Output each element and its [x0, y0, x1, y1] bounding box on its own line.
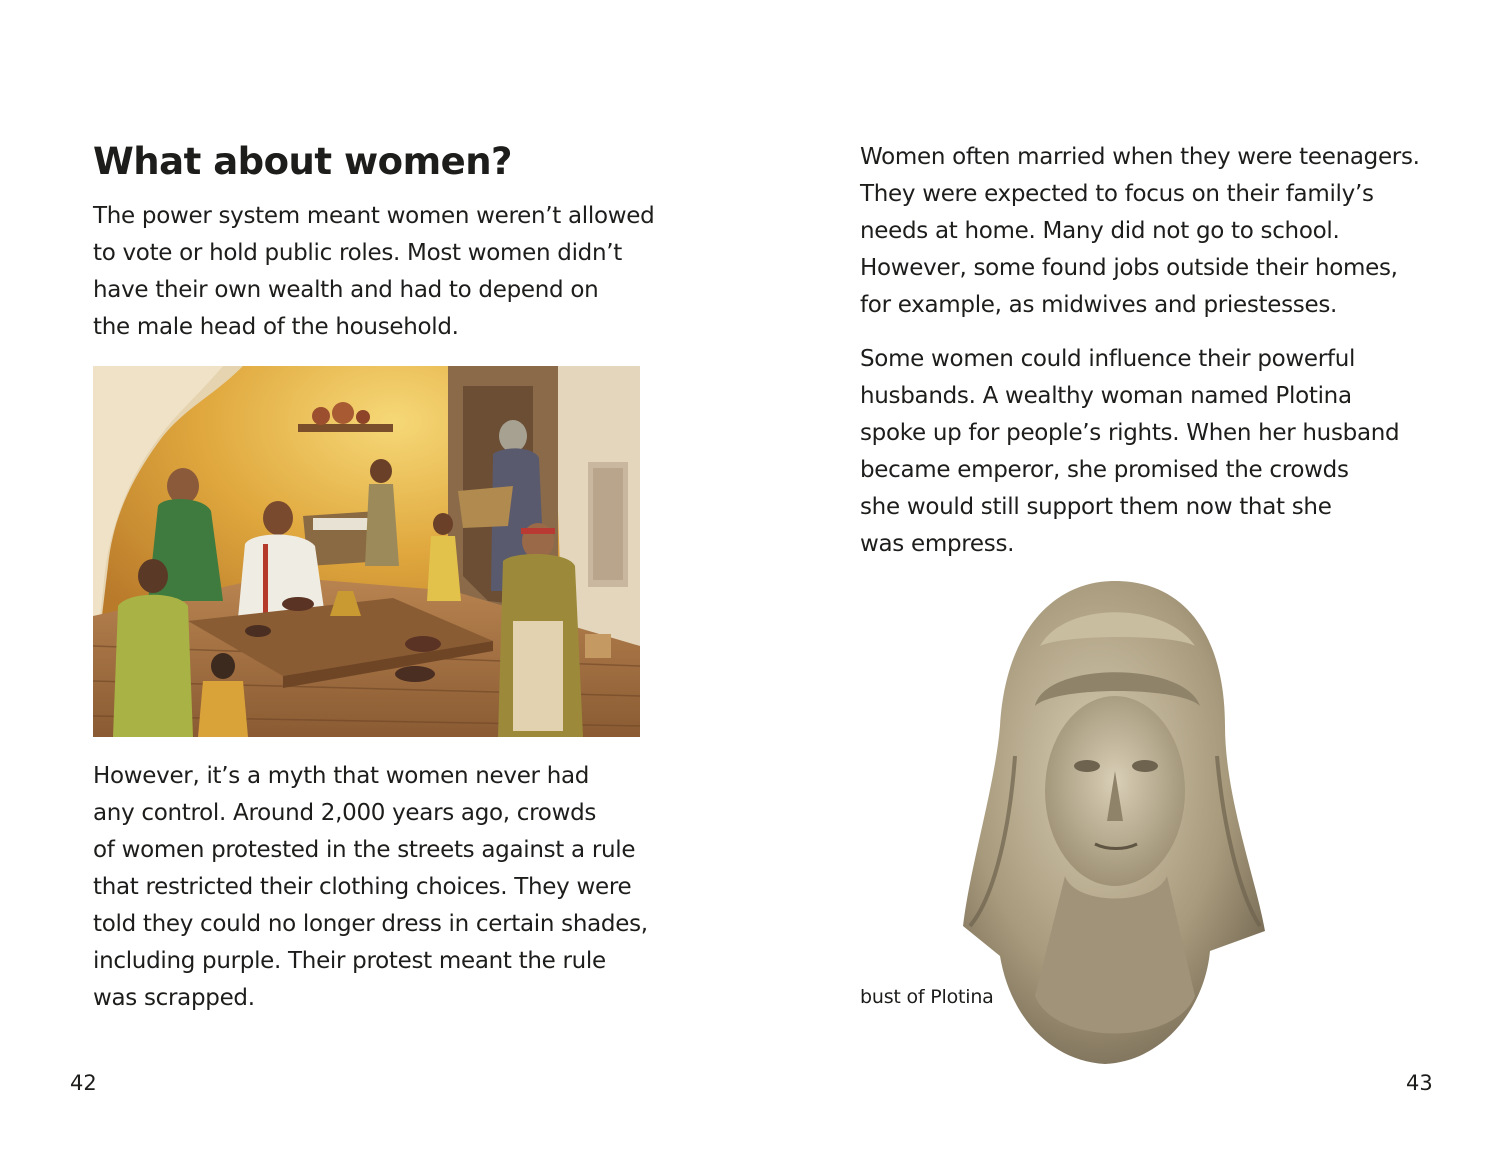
text-line: was scrapped. — [93, 985, 255, 1011]
text-line: have their own wealth and had to depend on — [93, 277, 599, 303]
text-line: for example, as midwives and priestesses. — [860, 292, 1338, 318]
text-line: told they could no longer dress in certain shades, — [93, 911, 648, 937]
plotina-bust-image — [955, 576, 1275, 1066]
text-line: husbands. A wealthy woman named Plotina — [860, 383, 1352, 409]
text-line: was empress. — [860, 531, 1015, 557]
text-line: They were expected to focus on their family’s — [860, 181, 1374, 207]
bust-caption: bust of Plotina — [860, 986, 994, 1008]
right-paragraph-1 — [860, 139, 1420, 324]
text-line: the male head of the household. — [93, 314, 459, 340]
bust-illustration — [955, 576, 1275, 1066]
text-line: became emperor, she promised the crowds — [860, 457, 1349, 483]
text-line: to vote or hold public roles. Most women didn’t — [93, 240, 622, 266]
right-paragraph-2 — [860, 341, 1399, 563]
page-heading: What about women? — [93, 140, 513, 183]
text-line: The power system meant women weren’t allowed — [93, 203, 655, 229]
text-line: any control. Around 2,000 years ago, crowds — [93, 800, 597, 826]
roman-household-illustration — [93, 366, 640, 737]
text-line: needs at home. Many did not go to school. — [860, 218, 1340, 244]
left-paragraph-2 — [93, 758, 648, 1017]
text-line: Women often married when they were teenagers. — [860, 144, 1420, 170]
left-paragraph-1 — [93, 198, 654, 346]
text-line: of women protested in the streets against a rule — [93, 837, 636, 863]
text-line: that restricted their clothing choices. They were — [93, 874, 632, 900]
household-scene-image — [93, 366, 640, 737]
text-line: However, some found jobs outside their homes, — [860, 255, 1398, 281]
page-number-left: 42 — [70, 1071, 97, 1095]
text-line: she would still support them now that she — [860, 494, 1332, 520]
page-number-right: 43 — [1406, 1071, 1433, 1095]
text-line: including purple. Their protest meant the rule — [93, 948, 606, 974]
text-line: However, it’s a myth that women never had — [93, 763, 590, 789]
text-line: Some women could influence their powerful — [860, 346, 1356, 372]
text-line: spoke up for people’s rights. When her husband — [860, 420, 1400, 446]
